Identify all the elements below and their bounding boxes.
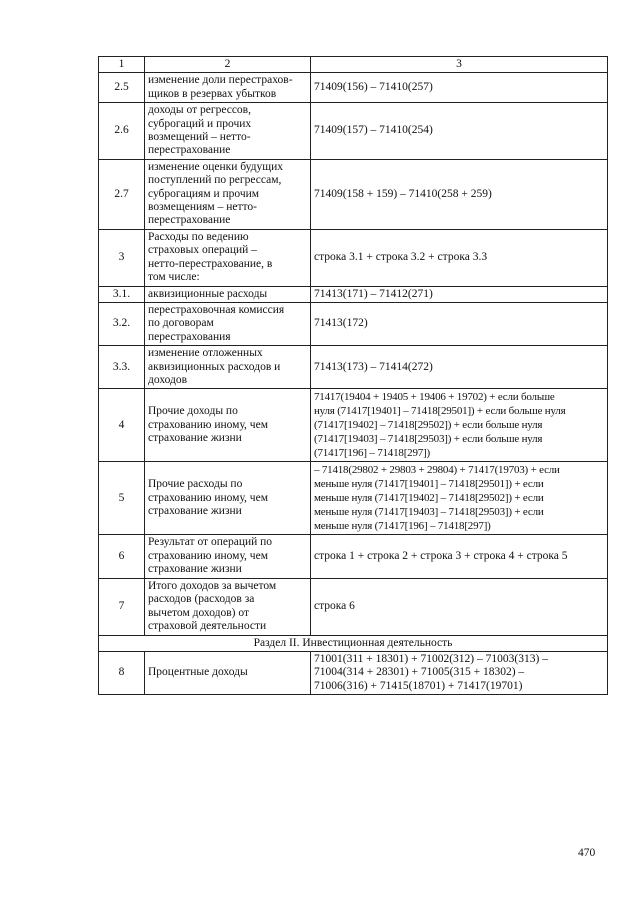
table-row <box>99 73 608 103</box>
table-row <box>99 651 608 694</box>
row-description: Результат от операций по страхованию иному, чем страхование жизни <box>145 535 311 578</box>
row-number: 3.3. <box>99 346 145 389</box>
row-description: доходы от регрессов, суброгаций и прочих возмещений – нетто- перестрахование <box>145 103 311 160</box>
row-description: перестраховочная комиссия по договорам перестрахования <box>145 302 311 345</box>
row-formula: 71409(156) – 71410(257) <box>311 73 608 103</box>
table-row <box>99 535 608 578</box>
row-formula: 71413(171) – 71412(271) <box>311 286 608 302</box>
table-row <box>99 103 608 160</box>
header-col-2: 2 <box>145 57 311 73</box>
row-number: 4 <box>99 389 145 462</box>
row-number: 2.5 <box>99 73 145 103</box>
report-table <box>98 56 608 695</box>
table-row <box>99 286 608 302</box>
section-row <box>99 635 608 651</box>
section-title: Раздел II. Инвестиционная деятельность <box>99 635 608 651</box>
header-col-1: 1 <box>99 57 145 73</box>
row-description: Расходы по ведению страховых операций – нетто-перестрахование, в том числе: <box>145 229 311 286</box>
row-description: Итого доходов за вычетом расходов (расходов за вычетом доходов) от страховой деятельности <box>145 578 311 635</box>
table-row <box>99 159 608 229</box>
row-number: 6 <box>99 535 145 578</box>
row-description: Процентные доходы <box>145 651 311 694</box>
table-row <box>99 462 608 535</box>
row-number: 2.7 <box>99 159 145 229</box>
row-number: 7 <box>99 578 145 635</box>
row-formula: 71001(311 + 18301) + 71002(312) – 71003(313) – 71004(314 + 28301) + 71005(315 + 18302) – 71006(316) + 71415(18701) + 71417(19701) <box>311 651 608 694</box>
table-row <box>99 229 608 286</box>
table-row <box>99 389 608 462</box>
table-row <box>99 346 608 389</box>
page-number: 470 <box>578 847 596 859</box>
row-formula: 71413(172) <box>311 302 608 345</box>
row-number: 3.1. <box>99 286 145 302</box>
row-description: изменение доли перестрахов- щиков в резервах убытков <box>145 73 311 103</box>
row-description: изменение отложенных аквизиционных расходов и доходов <box>145 346 311 389</box>
row-formula: 71413(173) – 71414(272) <box>311 346 608 389</box>
row-description: Прочие расходы по страхованию иному, чем страхование жизни <box>145 462 311 535</box>
row-number: 8 <box>99 651 145 694</box>
row-formula: – 71418(29802 + 29803 + 29804) + 71417(19703) + если меньше нуля (71417[19401] – 71418[29501]) + если меньше нуля (71417[19402] – 71418[29502]) + если меньше нуля (71417[19403] – 71418[29503]) + если меньше нуля (71417[196] – 71418[297]) <box>311 462 608 535</box>
row-description: изменение оценки будущих поступлений по регрессам, суброгациям и прочим возмещениям – нетто- перестрахование <box>145 159 311 229</box>
row-description: аквизиционные расходы <box>145 286 311 302</box>
header-row <box>99 57 608 73</box>
row-formula: 71409(158 + 159) – 71410(258 + 259) <box>311 159 608 229</box>
header-col-3: 3 <box>311 57 608 73</box>
row-number: 5 <box>99 462 145 535</box>
row-formula: 71417(19404 + 19405 + 19406 + 19702) + если больше нуля (71417[19401] – 71418[29501]) + если больше нуля (71417[19402] – 71418[29502]) + если больше нуля (71417[19403] – 71418[29503]) + если больше нуля (71417[196] – 71418[297]) <box>311 389 608 462</box>
row-number: 3 <box>99 229 145 286</box>
row-number: 2.6 <box>99 103 145 160</box>
row-formula: строка 6 <box>311 578 608 635</box>
row-description: Прочие доходы по страхованию иному, чем страхование жизни <box>145 389 311 462</box>
row-number: 3.2. <box>99 302 145 345</box>
row-formula: строка 3.1 + строка 3.2 + строка 3.3 <box>311 229 608 286</box>
row-formula: 71409(157) – 71410(254) <box>311 103 608 160</box>
table-row <box>99 302 608 345</box>
row-formula: строка 1 + строка 2 + строка 3 + строка 4 + строка 5 <box>311 535 608 578</box>
table-row <box>99 578 608 635</box>
